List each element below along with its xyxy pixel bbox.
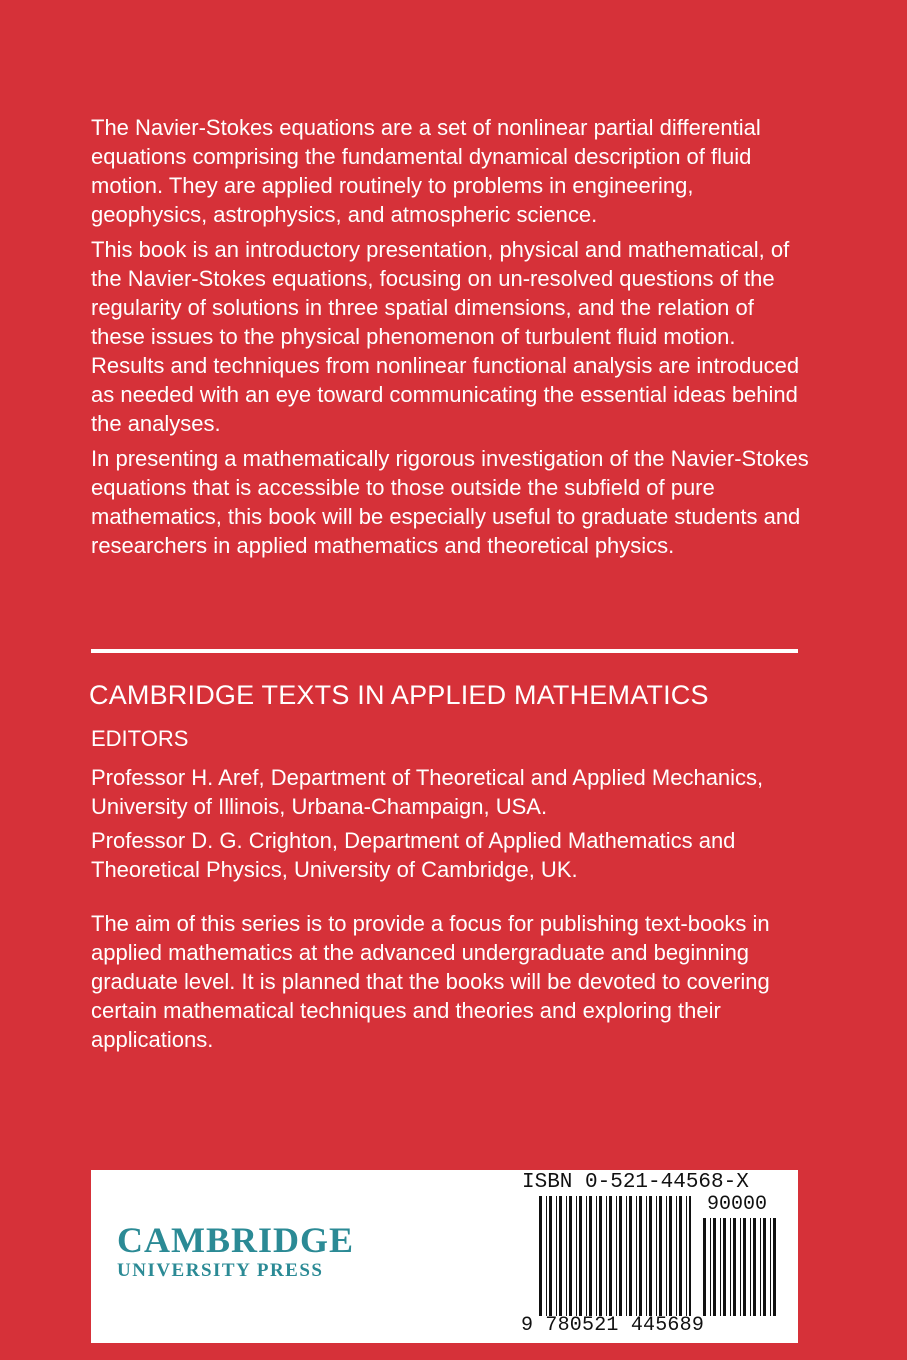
barcode-bar [579,1196,582,1316]
barcode-bar [649,1196,652,1316]
barcode-bar [576,1196,577,1316]
barcode-bar [629,1196,632,1316]
barcode-bar [656,1196,657,1316]
series-aim-text: The aim of this series is to provide a focus for publishing text-books in applied mathematics at the advanced undergraduate and beginning graduate level. It is planned that the books will be devoted to covering certain mathematical techniques and theories and exploring their applications. [91,911,770,1052]
ean-number: 9 780521 445689 [521,1314,705,1337]
barcode-bar [599,1196,602,1316]
barcode-bar [626,1196,627,1316]
editors-list [91,763,811,889]
publisher-barcode-panel [91,1170,798,1343]
barcode-bar [743,1218,746,1316]
barcode-bar [753,1218,756,1316]
barcode-bar [710,1218,711,1316]
barcode-bar [763,1218,766,1316]
barcode-bar [723,1218,726,1316]
barcode-bar [679,1196,682,1316]
barcode-bar [639,1196,642,1316]
barcode-bar [556,1196,557,1316]
barcode-bar [569,1196,572,1316]
barcode-bar [566,1196,567,1316]
barcode-bar [676,1196,677,1316]
barcode-bar [549,1196,552,1316]
barcode-bar [686,1196,687,1316]
barcode-bar [546,1196,547,1316]
barcode-bar [669,1196,672,1316]
price-code: 90000 [707,1193,768,1216]
barcode-bar [750,1218,751,1316]
barcode-bar [740,1218,741,1316]
barcode-bar [666,1196,667,1316]
barcode-bar [733,1218,736,1316]
publisher-name: CAMBRIDGE [117,1220,355,1260]
publisher-subname: UNIVERSITY PRESS [117,1260,324,1281]
barcode-bar [606,1196,607,1316]
barcode-bar [760,1218,761,1316]
barcode-bar [609,1196,612,1316]
divider-rule [91,649,798,653]
book-description [91,113,811,566]
barcode-bar [773,1218,776,1316]
series-aim [91,909,811,1054]
description-paragraph-1: The Navier-Stokes equations are a set of nonlinear partial differential equations comprising the fundamental dynamical description of fluid motion. They are applied routinely to problems in engineering, geophysics, astrophysics, and atmospheric science. [91,115,761,227]
isbn-text: ISBN 0-521-44568-X [522,1171,749,1194]
barcode-bar [659,1196,662,1316]
barcode-bar [703,1218,706,1316]
description-paragraph-2: This book is an introductory presentation, physical and mathematical, of the Navier-Stokes equations, focusing on un-resolved questions of the regularity of solutions in three spatial dimensions, and the relation of these issues to the physical phenomenon of turbulent fluid motion. Results and techniques from nonlinear functional analysis are introduced as needed with an eye toward communicating the essential ideas behind the analyses. [91,237,800,436]
barcode-bar [586,1196,587,1316]
editors-heading: EDITORS [91,726,189,751]
barcode-bar [770,1218,771,1316]
barcode-bar [713,1218,716,1316]
barcode-bar [589,1196,592,1316]
series-title: CAMBRIDGE TEXTS IN APPLIED MATHEMATICS [89,680,709,710]
barcode-bar [636,1196,637,1316]
editor-crighton: Professor D. G. Crighton, Department of Applied Mathematics and Theoretical Physics, University of Cambridge, UK. [91,828,736,882]
description-paragraph-3: In presenting a mathematically rigorous investigation of the Navier-Stokes equations that is accessible to those outside the subfield of pure mathematics, this book will be especially useful to graduate students and researchers in applied mathematics and theoretical physics. [91,446,809,558]
editor-aref: Professor H. Aref, Department of Theoretical and Applied Mechanics, University of Illinois, Urbana-Champaign, USA. [91,765,764,819]
barcode-bar [539,1196,542,1316]
barcode-bar [730,1218,731,1316]
barcode-bar [619,1196,622,1316]
barcode-bar [596,1196,597,1316]
barcode-bar [720,1218,721,1316]
barcode-bar [616,1196,617,1316]
barcode-bar [559,1196,562,1316]
barcode-bar [689,1196,691,1316]
barcode-bar [646,1196,647,1316]
